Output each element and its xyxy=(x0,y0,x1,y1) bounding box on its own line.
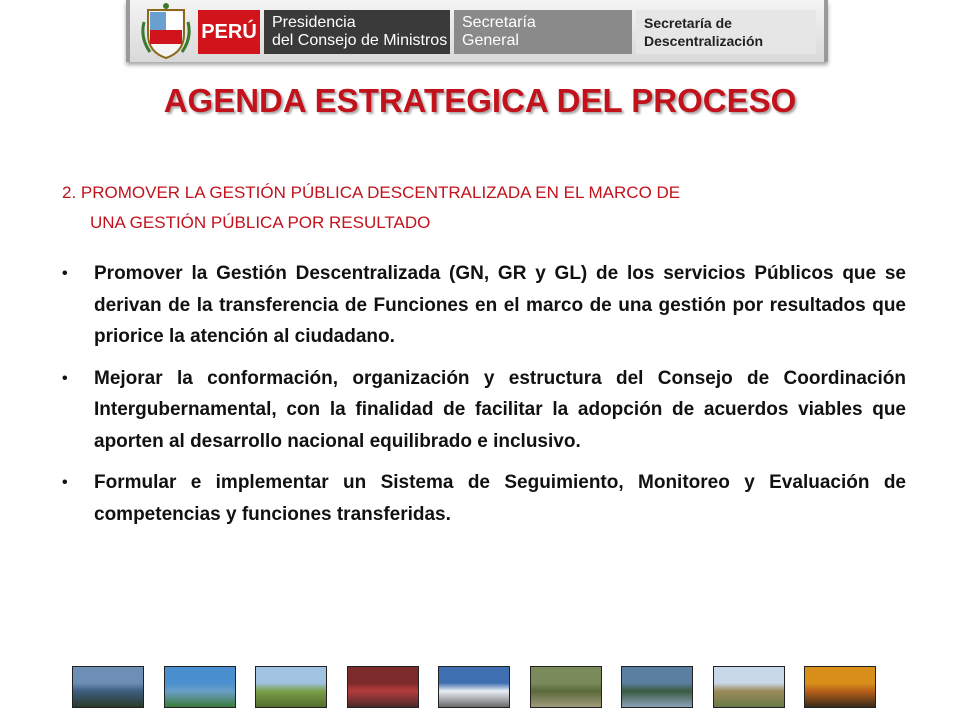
sec-line-1: Secretaría xyxy=(462,14,536,31)
country-label: PERÚ xyxy=(198,10,260,54)
ruins-photo xyxy=(530,666,602,708)
snow-mountain-photo xyxy=(438,666,510,708)
page-title: AGENDA ESTRATEGICA DEL PROCESO xyxy=(163,82,797,119)
org-line-1: Presidencia xyxy=(272,14,356,31)
org-label xyxy=(264,10,450,54)
bullet-icon: • xyxy=(62,265,68,282)
bullet-text: Mejorar la conformación, organización y estructura del Consejo de Coordinación Intergubernamental, con la finalidad de facilitar la adopción de acuerdos viables que aporten al desarrollo nacional equilibrado e inclusivo. xyxy=(94,367,906,452)
department-label xyxy=(636,10,816,54)
header-banner xyxy=(126,0,828,62)
bullet-list xyxy=(62,258,906,540)
desert-photo xyxy=(713,666,785,708)
lake-photo xyxy=(72,666,144,708)
dept-line-1: Secretaría de xyxy=(644,15,732,31)
secretary-label xyxy=(454,10,632,54)
mountain-lake-photo xyxy=(621,666,693,708)
section-heading-line-2: UNA GESTIÓN PÚBLICA POR RESULTADO xyxy=(90,213,431,232)
coat-of-arms-icon xyxy=(140,2,192,60)
list-item xyxy=(62,467,906,530)
dept-line-2: Descentralización xyxy=(644,33,764,49)
section-heading xyxy=(62,178,906,238)
bullet-text: Formular e implementar un Sistema de Seguimiento, Monitoreo y Evaluación de competencias y funciones transferidas. xyxy=(94,472,906,525)
org-line-2: del Consejo de Ministros xyxy=(272,32,448,49)
bullet-text: Promover la Gestión Descentralizada (GN, GR y GL) de los servicios Públicos que se derivan de la transferencia de Funciones en el marco de una gestión por resultados que priorice la atención al ciudadano. xyxy=(94,263,906,347)
list-item xyxy=(62,258,906,353)
sunset-photo xyxy=(804,666,876,708)
town-photo xyxy=(164,666,236,708)
bullet-icon: • xyxy=(62,474,68,491)
red-building-photo xyxy=(347,666,419,708)
valley-photo xyxy=(255,666,327,708)
section-heading-line-1: 2. PROMOVER LA GESTIÓN PÚBLICA DESCENTRALIZADA EN EL MARCO DE xyxy=(62,183,681,202)
list-item xyxy=(62,363,906,458)
bullet-icon: • xyxy=(62,369,68,387)
sec-line-2: General xyxy=(462,32,519,49)
thumbnail-strip xyxy=(72,666,880,710)
